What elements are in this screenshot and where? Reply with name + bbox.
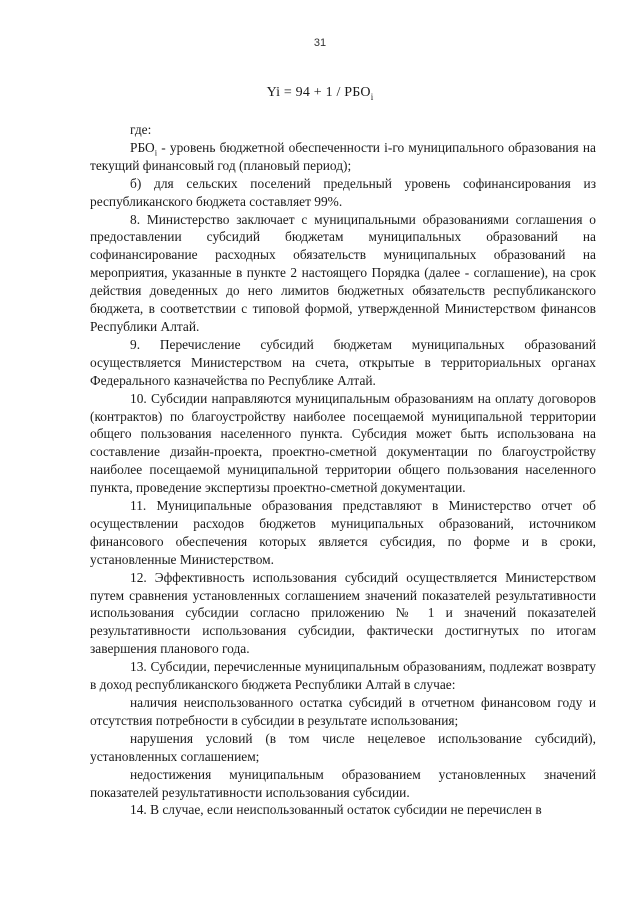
paragraph-13-case-1: наличия неиспользованного остатка субсидий в отчетном финансовом году и отсутствия потребности в субсидии в результате использования; <box>90 695 596 728</box>
paragraph-12: 12. Эффективность использования субсидий осуществляется Министерством путем сравнения установленных соглашением значений показателей результативности использования субсидии согласно приложению № 1 и значений показателей результативности использования субсидии, фактически достигнутых по итогам завершения планового года. <box>90 569 596 657</box>
where-label: где: <box>130 122 152 137</box>
formula-text: Yi = 94 + 1 / РБО <box>266 85 371 100</box>
paragraph-10: 10. Субсидии направляются муниципальным образованиям на оплату договоров (контрактов) по благоустройству наиболее посещаемой муниципальной территории общего пользования населенного пункта. Субсидия может быть использована на составление дизайн-проекта, проектно-сметной документации по благоустройству наиболее посещаемой муниципальной территории общего пользования населенного пункта, проведение экспертизы проектно-сметной документации. <box>90 390 596 496</box>
paragraph-b: б) для сельских поселений предельный уровень софинансирования из республиканского бюджета составляет 99%. <box>90 175 596 209</box>
paragraph-13: 13. Субсидии, перечисленные муниципальным образованиям, подлежат возврату в доход республиканского бюджета Республики Алтай в случае: <box>90 659 596 693</box>
paragraph-11: 11. Муниципальные образования представляют в Министерство отчет об осуществлении расходов бюджетов муниципальных образований, источником финансового обеспечения которых является субсидия, по форме и в сроки, установленные Министерством. <box>90 498 596 567</box>
paragraph-13-case-3: недостижения муниципальным образованием установленных значений показателей результативности использования субсидии. <box>90 766 596 800</box>
paragraph-9: 9. Перечисление субсидий бюджетам муниципальных образований осуществляется Министерством на счета, открытые в территориальных органах Федерального казначейства по Республике Алтай. <box>90 336 596 388</box>
rbo-term: РБО <box>130 139 155 155</box>
document-body <box>90 121 596 819</box>
rbo-definition <box>90 139 596 175</box>
formula <box>0 85 640 102</box>
rbo-subscript: i <box>154 147 158 158</box>
page-number: 31 <box>313 37 327 49</box>
paragraph-13-case-2: нарушения условий (в том числе нецелевое использование субсидий), установленных соглашением; <box>90 730 596 764</box>
formula-subscript: i <box>370 91 374 102</box>
paragraph-8: 8. Министерство заключает с муниципальными образованиями соглашения о предоставлении субсидий бюджетам муниципальных образований на софинансирование расходных обязательств муниципальных образований на мероприятия, указанные в пункте 2 настоящего Порядка (далее - соглашение), на срок действия доведенных до него лимитов бюджетных обязательств республиканского бюджета, в соответствии с типовой формой, утвержденной Министерством финансов Республики Алтай. <box>90 211 596 334</box>
paragraph-14: 14. В случае, если неиспользованный остаток субсидии не перечислен в <box>130 802 542 818</box>
rbo-text: - уровень бюджетной обеспеченности i-го муниципального образования на текущий финансовый год (плановый период); <box>90 139 596 173</box>
